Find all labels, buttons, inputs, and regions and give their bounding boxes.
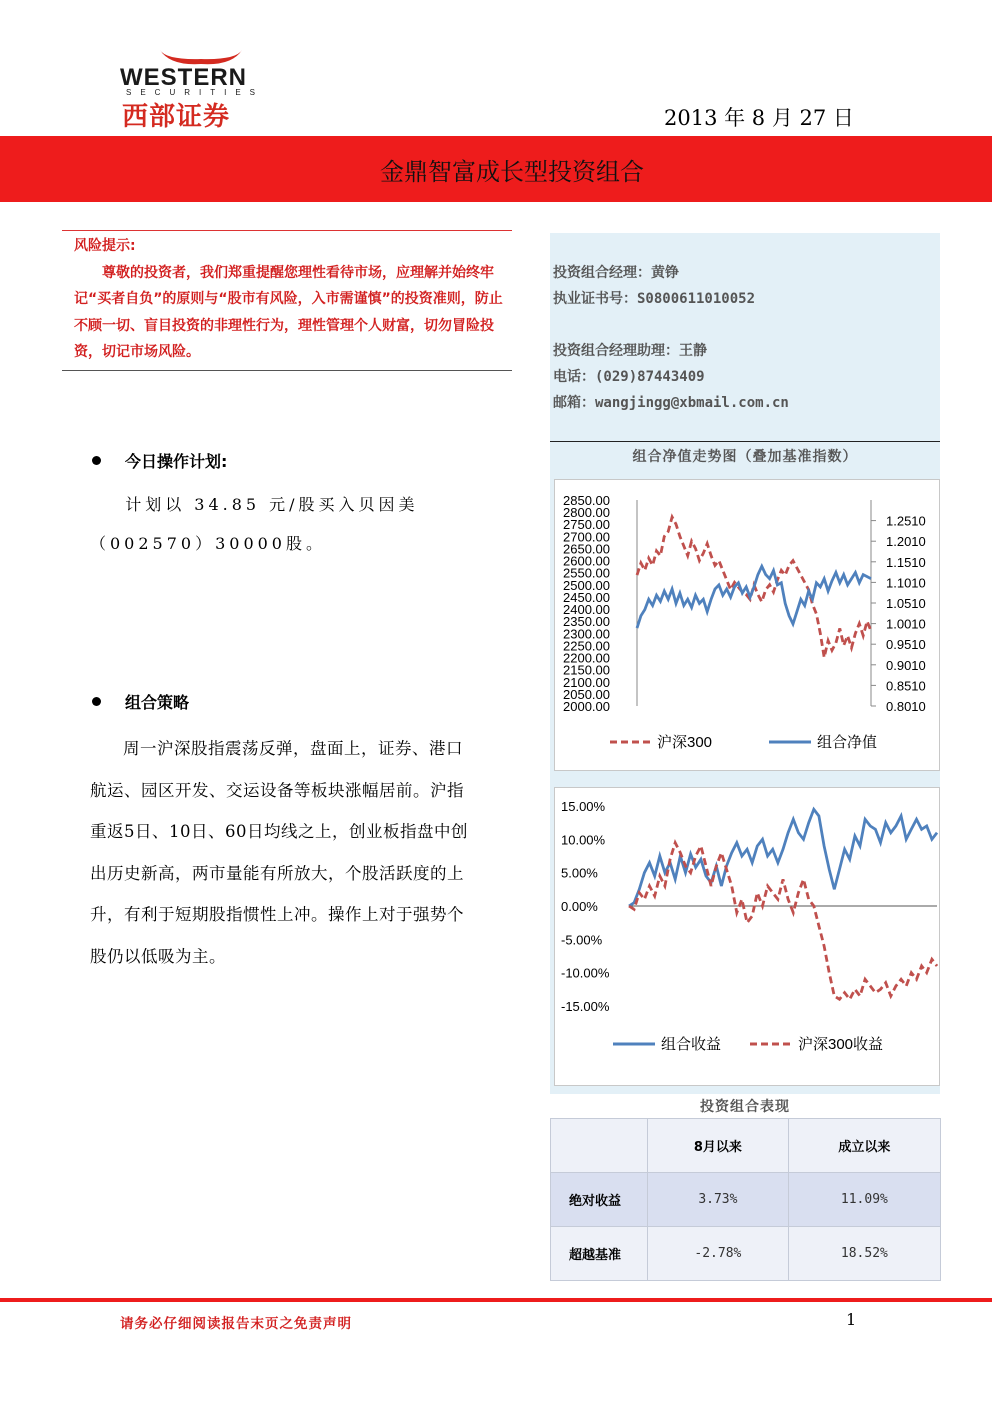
table-cell: -2.78% [648,1227,789,1281]
table-row [551,1227,941,1281]
left-tick-label: 2200.00 [563,650,610,666]
risk-notice [62,230,512,371]
table-header-cell [551,1119,648,1173]
right-tick-label: 1.0010 [886,616,926,632]
strategy-heading: 组合策略 [125,693,190,712]
risk-heading: 风险提示: [74,238,136,254]
left-tick-label: 2800.00 [563,505,610,521]
left-tick-label: 2500.00 [563,577,610,593]
page-number: 1 [846,1310,857,1329]
left-tick-label: 2550.00 [563,565,610,581]
y-tick-label: 0.00% [561,899,598,914]
left-tick-label: 2150.00 [563,662,610,678]
left-tick-label: 2700.00 [563,529,610,545]
return-chart [554,787,940,1086]
manager-name: 投资组合经理：黄铮 [553,265,679,281]
y-tick-label: 5.00% [561,865,598,881]
logo-text: WESTERN [120,64,247,91]
left-tick-label: 2450.00 [563,589,610,605]
manager-license: 执业证书号：S0800611010052 [553,291,756,307]
table-header-row [551,1119,941,1173]
legend-label-hs300-return: 沪深300收益 [798,1036,884,1053]
plan-heading: 今日操作计划: [125,452,228,471]
bullet-icon [92,697,101,706]
assistant-name: 投资组合经理助理：王静 [553,343,707,359]
table-cell: 3.73% [648,1173,789,1227]
right-tick-label: 0.8010 [886,699,926,714]
phone: 电话：(029)87443409 [553,369,705,385]
logo-chinese: 西部证券 [122,102,231,132]
legend-label-portfolio-return: 组合收益 [661,1036,722,1053]
right-tick-label: 1.2010 [886,534,926,550]
disclaimer: 请务必仔细阅读报告末页之免责声明 [120,1316,352,1332]
series-line-nav [637,566,871,628]
strategy-heading-row [92,690,189,713]
left-tick-label: 2050.00 [563,686,610,702]
left-tick-label: 2650.00 [563,541,610,557]
table-cell: 11.09% [788,1173,940,1227]
left-tick-label: 2750.00 [563,517,610,533]
y-tick-label: -10.00% [561,965,610,981]
performance-title: 投资组合表现 [700,1099,790,1115]
risk-body: 尊敬的投资者，我们郑重提醒您理性看待市场，应理解并始终牢记“买者自负”的原则与“股市有风险，入市需谨慎”的投资准则，防止不顾一切、盲目投资的非理性行为，理性管理个人财富，切勿冒险投资，切记市场风险。 [74,264,503,360]
right-tick-label: 0.9510 [886,637,926,653]
series-line-hs300-return [629,843,937,1000]
right-tick-label: 1.0510 [886,596,926,611]
legend-label-nav: 组合净值 [817,734,878,751]
table-row [551,1173,941,1227]
y-tick-label: 15.00% [561,799,606,814]
performance-table [550,1118,941,1281]
row-label: 绝对收益 [551,1173,648,1227]
table-header-cell: 8月以来 [648,1119,789,1173]
plan-heading-row [92,449,227,472]
right-tick-label: 0.8510 [886,678,926,694]
y-tick-label: -5.00% [561,932,603,948]
table-cell: 18.52% [788,1227,940,1281]
left-tick-label: 2850.00 [563,493,610,508]
nav-chart [554,479,940,771]
table-header-cell: 成立以来 [788,1119,940,1173]
legend-label-hs300: 沪深300 [657,734,713,751]
series-line-portfolio-return [629,809,937,906]
email: 邮箱：wangjingg@xbmail.com.cn [553,395,789,411]
strategy-text: 周一沪深股指震荡反弹，盘面上，证券、港口航运、园区开发、交运设备等板块涨幅居前。沪指重返5日、10日、60日均线之上，创业板指盘中创出历史新高，两市量能有所放大，个股活跃度的上升，有利于短期股指惯性上冲。操作上对于强势个股仍以低吸为主。 [90,739,468,966]
left-tick-label: 2250.00 [563,638,610,654]
left-tick-label: 2400.00 [563,602,610,618]
right-tick-label: 1.2510 [886,513,926,529]
right-tick-label: 1.1510 [886,554,926,570]
left-tick-label: 2000.00 [563,699,610,714]
plan-text: 计划以 34.85 元/股买入贝因美（002570）30000股。 [90,495,419,553]
y-tick-label: 10.00% [561,832,606,848]
logo-subtext: SECURITIES [126,88,265,97]
right-tick-label: 1.1010 [886,575,926,591]
page-title: 金鼎智富成长型投资组合 [380,158,644,186]
manager-info-panel [550,233,940,442]
left-tick-label: 2300.00 [563,626,610,642]
left-tick-label: 2350.00 [563,614,610,630]
right-tick-label: 0.9010 [886,657,926,673]
left-tick-label: 2100.00 [563,674,610,690]
footer-divider [0,1298,992,1302]
chart1-title: 组合净值走势图（叠加基准指数） [632,449,858,465]
report-date: 2013 年 8 月 27 日 [664,106,854,130]
y-tick-label: -15.00% [561,999,610,1014]
bullet-icon [92,456,101,465]
left-tick-label: 2600.00 [563,553,610,569]
row-label: 超越基准 [551,1227,648,1281]
